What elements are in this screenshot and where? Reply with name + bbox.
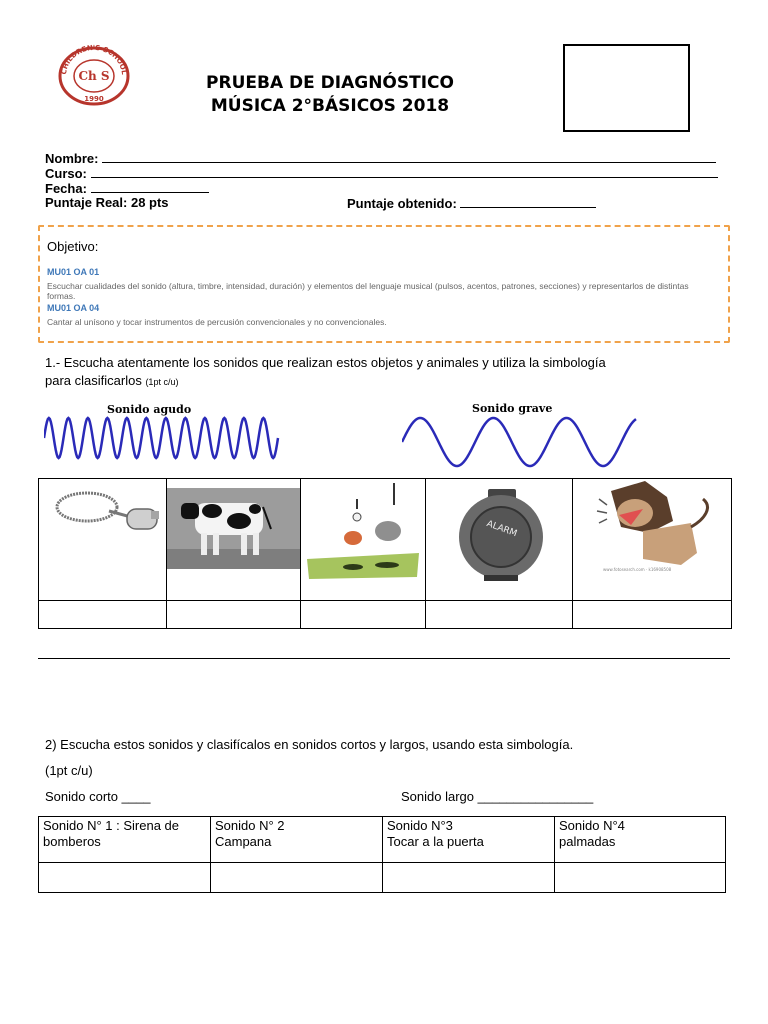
answer-cell[interactable] xyxy=(211,863,383,893)
high-sound-label: Sonido agudo xyxy=(107,403,192,416)
course-line[interactable] xyxy=(91,165,718,178)
date-field[interactable] xyxy=(45,180,209,196)
long-sound-label: Sonido largo ________________ xyxy=(401,789,594,804)
question-1-line-2: para clasificarlos (1pt c/u) xyxy=(45,373,179,388)
low-sound-wave xyxy=(402,412,642,468)
alarm-bell-icon xyxy=(426,479,572,589)
answer-cell[interactable] xyxy=(426,601,573,629)
title-line-1: PRUEBA DE DIAGNÓSTICO xyxy=(206,73,454,93)
alarm-text: ALARM xyxy=(485,519,519,540)
objective-code-1: MU01 OA 01 xyxy=(47,267,100,277)
objective-text-1: Escuchar cualidades del sonido (altura, timbre, intensidad, duración) y elementos del lenguaje musical (pulsos, acentos, patrones, secciones) y representarlos de distintas formas. xyxy=(47,281,689,301)
name-line[interactable] xyxy=(102,150,716,163)
date-line[interactable] xyxy=(91,180,209,193)
date-label: Fecha: xyxy=(45,181,87,196)
bouncing-balls-icon xyxy=(301,479,425,589)
obtained-score-field[interactable] xyxy=(347,195,596,211)
logo-monogram: Ch S xyxy=(78,69,110,83)
whistle-cell xyxy=(39,479,167,601)
course-label: Curso: xyxy=(45,166,87,181)
question-2-points: (1pt c/u) xyxy=(45,763,93,778)
real-score: Puntaje Real: 28 pts xyxy=(45,195,169,210)
school-logo xyxy=(52,38,136,106)
question-1-text xyxy=(45,354,606,391)
logo-ring-text: CHILDREN'S SCHOOL xyxy=(59,43,129,76)
name-field[interactable] xyxy=(45,150,716,166)
alarm-cell xyxy=(426,479,573,601)
answer-cell[interactable] xyxy=(39,863,211,893)
objective-title: Objetivo: xyxy=(47,239,99,254)
objective-text-2: Cantar al unísono y tocar instrumentos de percusión convencionales y no convencionales. xyxy=(47,317,387,327)
answer-cell[interactable] xyxy=(301,601,426,629)
name-label: Nombre: xyxy=(45,151,99,166)
question-2-text: 2) Escucha estos sonidos y clasifícalos en sonidos cortos y largos, usando esta simbología. xyxy=(45,737,574,752)
sounds-answer-row xyxy=(39,863,726,893)
question-1-points: (1pt c/u) xyxy=(145,377,179,387)
course-field[interactable] xyxy=(45,165,718,181)
answer-cell[interactable] xyxy=(167,601,301,629)
answer-cell[interactable] xyxy=(555,863,726,893)
answer-cell[interactable] xyxy=(383,863,555,893)
roaring-lion-icon xyxy=(573,479,731,575)
obtained-score-line[interactable] xyxy=(460,195,596,208)
answer-cell[interactable] xyxy=(573,601,732,629)
sound-2-header: Sonido N° 2 Campana xyxy=(211,817,383,863)
sound-3-header: Sonido N°3 Tocar a la puerta xyxy=(383,817,555,863)
high-sound-wave xyxy=(44,412,284,464)
objective-box xyxy=(38,225,730,343)
balls-cell xyxy=(301,479,426,601)
sounds-table xyxy=(38,816,726,893)
low-sound-label: Sonido grave xyxy=(472,402,553,415)
cow-icon xyxy=(167,479,300,569)
sounds-header-row xyxy=(39,817,726,863)
title-line-2: MÚSICA 2°BÁSICOS 2018 xyxy=(210,96,450,116)
answer-cell[interactable] xyxy=(39,601,167,629)
sound-1-header: Sonido N° 1 : Sirena de bomberos xyxy=(39,817,211,863)
lion-cell xyxy=(573,479,732,601)
lion-caption: www.fotosearch.com · k16908508 xyxy=(603,567,672,572)
answers-row xyxy=(39,601,732,629)
sound-images-table xyxy=(38,478,732,629)
cow-cell xyxy=(167,479,301,601)
question-1-line-1: 1.- Escucha atentamente los sonidos que realizan estos objetos y animales y utiliza la simbología xyxy=(45,355,606,370)
sound-4-header: Sonido N°4 palmadas xyxy=(555,817,726,863)
page-title xyxy=(150,72,510,118)
images-row xyxy=(39,479,732,601)
grade-box[interactable] xyxy=(563,44,690,132)
section-divider xyxy=(38,658,730,659)
obtained-score-label: Puntaje obtenido: xyxy=(347,196,457,211)
short-sound-label: Sonido corto ____ xyxy=(45,789,151,804)
logo-year: 1990 xyxy=(84,95,104,103)
whistle-icon xyxy=(39,479,166,539)
objective-code-2: MU01 OA 04 xyxy=(47,303,100,313)
